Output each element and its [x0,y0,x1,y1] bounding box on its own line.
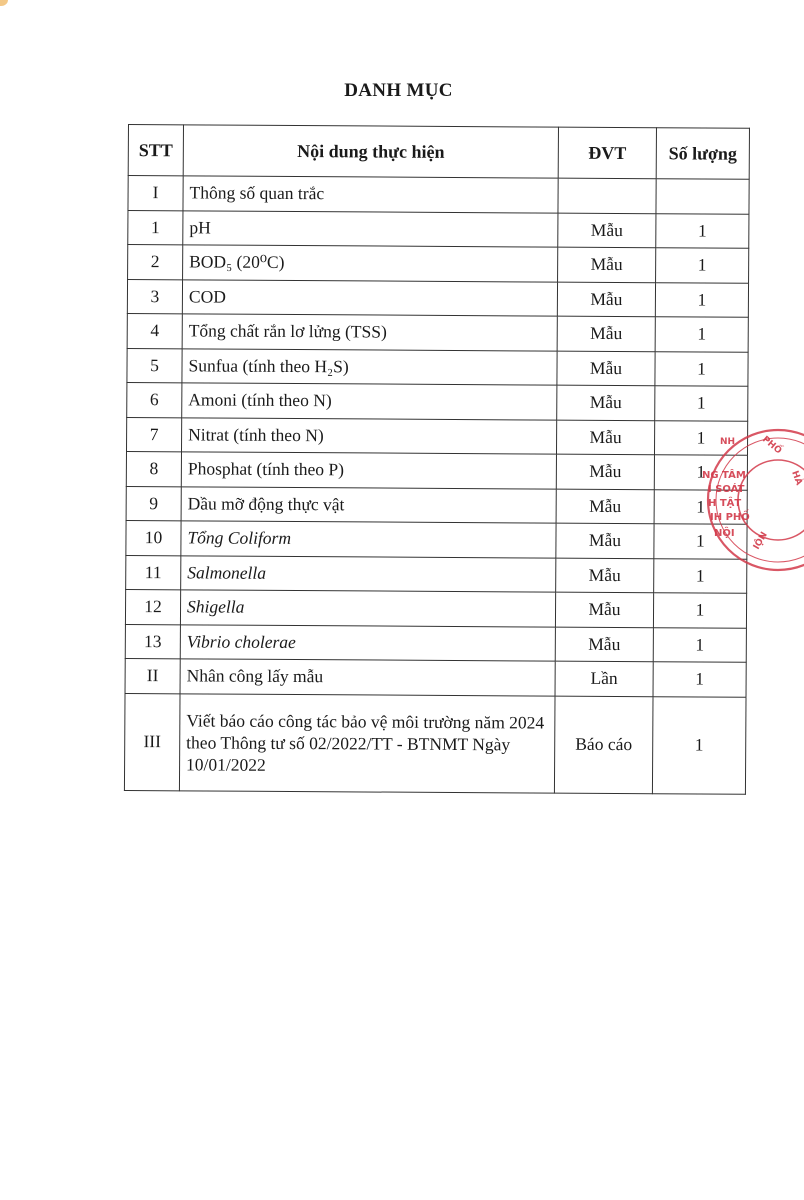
stamp-text: IH PHỐ [710,512,750,523]
cell-quantity: 1 [654,489,747,524]
cell-unit: Báo cáo [554,696,653,794]
cell-content: Shigella [180,590,555,627]
cell-quantity: 1 [655,386,748,421]
cell-unit: Mẫu [555,627,653,662]
table-row [127,382,748,420]
cell-content: COD [182,279,557,316]
cell-stt: II [125,658,180,693]
cell-unit: Mẫu [556,489,654,524]
cell-quantity: 1 [652,696,746,794]
header-unit: ĐVT [558,127,656,179]
cell-quantity: 1 [655,351,748,386]
table-body [124,176,749,794]
cell-quantity: 1 [654,524,747,559]
cell-content: Amoni (tính theo N) [182,383,557,420]
stamp-text: PHỐ [760,434,784,457]
page-title: DANH MỤC [344,80,453,101]
cell-unit: Mẫu [557,385,655,420]
cell-unit: Mẫu [556,558,654,593]
stamp-text: H TẬT [708,498,742,509]
table-row [128,176,749,214]
cell-stt: 1 [128,210,183,245]
cell-quantity: 1 [654,420,747,455]
cell-stt: 12 [125,589,180,624]
table-row [125,658,746,696]
stamp-text: IỘN [751,530,770,552]
cell-quantity: 1 [653,593,746,628]
cell-quantity: 1 [653,662,746,697]
catalog-table [124,124,750,794]
cell-content: BOD₅ (20⁰C) [183,245,558,282]
cell-content: pH [183,210,558,247]
stamp-text: NG TÂM [702,470,746,481]
cell-content: Dầu mỡ động thực vật [181,486,556,523]
table-row [126,417,747,455]
cell-stt: III [124,693,180,790]
cell-quantity: 1 [656,248,749,283]
table-row [127,313,748,351]
cell-stt: 10 [126,520,181,555]
table-row [128,210,749,248]
cell-unit: Mẫu [555,592,653,627]
cell-stt: 2 [128,245,183,280]
cell-unit: Mẫu [558,213,656,248]
table-header-row [128,125,749,180]
stamp-text: HÀ [789,469,804,487]
official-seal-stamp [700,428,804,572]
cell-stt: 7 [126,417,181,452]
table-row [128,245,749,283]
table-row [125,589,746,627]
cell-content: Thông số quan trắc [183,176,558,213]
cell-content: Salmonella [181,555,556,592]
cell-unit: Lần [555,661,653,696]
stamp-text: NH [720,437,736,447]
header-content: Nội dung thực hiện [183,125,558,178]
table-row [125,624,746,662]
cell-stt: 8 [126,451,181,486]
cell-content: Tổng Coliform [181,521,556,558]
cell-unit [558,178,656,213]
cell-stt: 11 [126,555,181,590]
cell-quantity: 1 [655,282,748,317]
cell-quantity: 1 [655,317,748,352]
cell-content: Nhân công lấy mẫu [180,659,555,696]
cell-unit: Mẫu [557,351,655,386]
table-row [127,279,748,317]
cell-quantity: 1 [654,455,747,490]
cell-unit: Mẫu [556,454,654,489]
cell-content: Nitrat (tính theo N) [181,417,556,454]
stamp-text: I SOÁT [708,484,745,495]
cell-unit: Mẫu [557,282,655,317]
cell-unit: Mẫu [556,420,654,455]
header-quantity: Số lượng [656,128,749,180]
header-stt: STT [128,125,183,176]
cell-stt: 3 [127,279,182,314]
table-row [126,451,747,489]
corner-binding-mark [0,0,8,6]
cell-content: Sunfua (tính theo H₂S) [182,348,557,385]
cell-stt: 9 [126,486,181,521]
table-row [126,555,747,593]
table-row [124,693,746,794]
cell-unit: Mẫu [557,316,655,351]
table-row [127,348,748,386]
table-row [126,520,747,558]
cell-stt: 13 [125,624,180,659]
table-row [126,486,747,524]
cell-stt: 6 [127,382,182,417]
cell-stt: 4 [127,313,182,348]
cell-quantity [656,179,749,214]
cell-quantity: 1 [656,213,749,248]
cell-unit: Mẫu [558,247,656,282]
cell-quantity: 1 [653,627,746,662]
cell-content: Viết báo cáo công tác bảo vệ môi trường năm 2024 theo Thông tư số 02/2022/TT - BTNMT Ngày 10/01/2022 [179,693,555,792]
stamp-text: NỘI [714,528,735,539]
cell-quantity: 1 [654,558,747,593]
cell-unit: Mẫu [556,523,654,558]
cell-content: Phosphat (tính theo P) [181,452,556,489]
cell-stt: I [128,176,183,211]
cell-content: Vibrio cholerae [180,624,555,661]
cell-stt: 5 [127,348,182,383]
cell-content: Tổng chất rắn lơ lửng (TSS) [182,314,557,351]
